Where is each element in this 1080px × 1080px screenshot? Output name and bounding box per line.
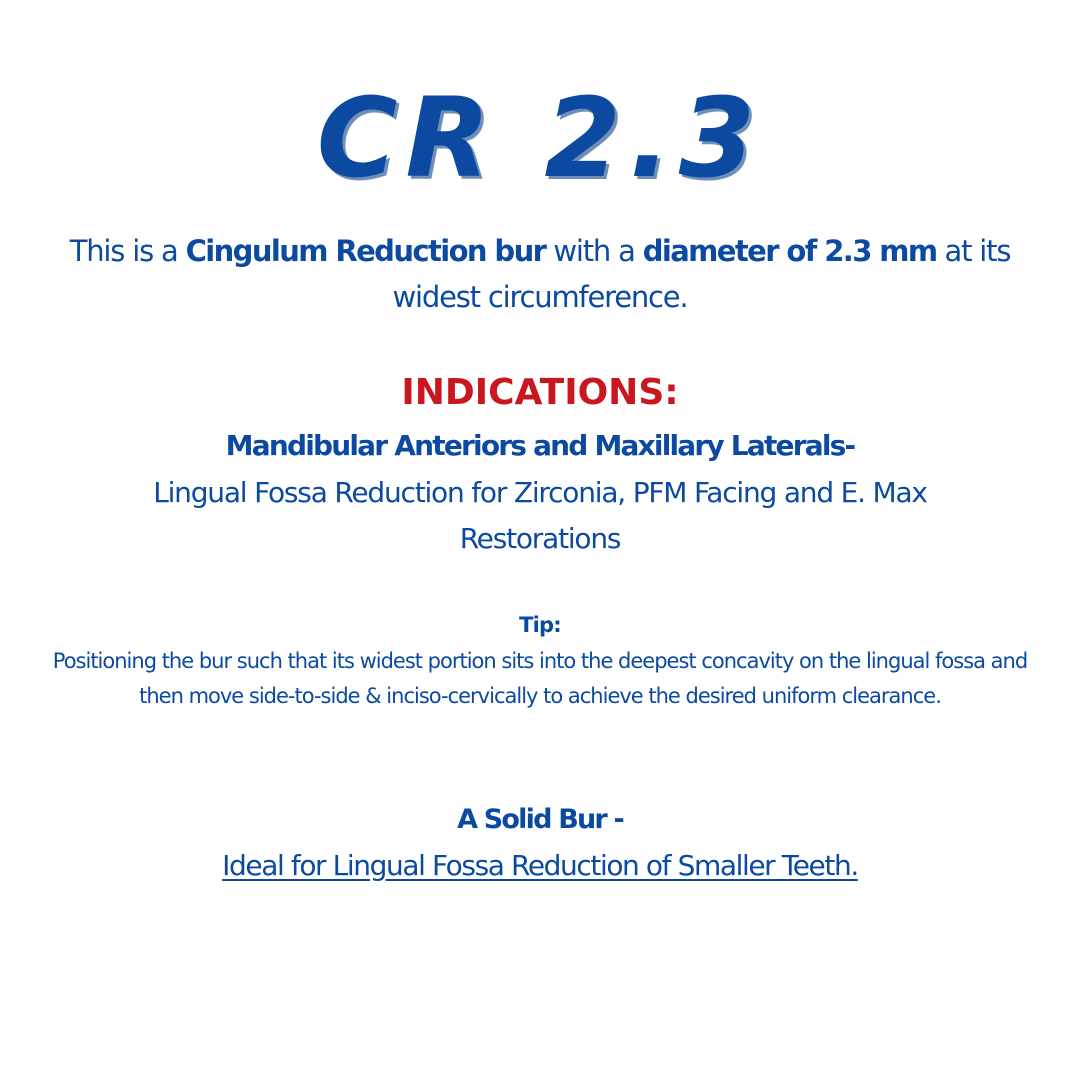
tip-label: Tip: [519, 613, 561, 637]
page-title: CR 2.3 [316, 74, 764, 202]
intro-paragraph [60, 228, 1020, 320]
solid-bur-link[interactable]: Ideal for Lingual Fossa Reduction of Smaller Teeth. [222, 849, 858, 882]
indications-body: Lingual Fossa Reduction for Zirconia, PFM Facing and E. Max Restorations [153, 476, 927, 555]
tip-body: Positioning the bur such that its widest portion sits into the deepest concavity on the lingual fossa and then move side-to-side & inciso-cervically to achieve the desired uniform clearance. [52, 649, 1028, 708]
intro-bold-diameter: diameter of 2.3 mm [642, 234, 937, 268]
indications-subheading: Mandibular Anteriors and Maxillary Laterals- [225, 429, 855, 462]
solid-bur-line [0, 844, 1080, 888]
intro-text-1: This is a [69, 234, 186, 268]
solid-bur-heading: A Solid Bur - [457, 804, 623, 835]
indications-heading: INDICATIONS: [401, 372, 679, 413]
intro-text-3: at its widest circumference. [392, 234, 1011, 314]
intro-bold-bur-name: Cingulum Reduction bur [185, 234, 546, 268]
intro-text-2: with a [545, 234, 643, 268]
